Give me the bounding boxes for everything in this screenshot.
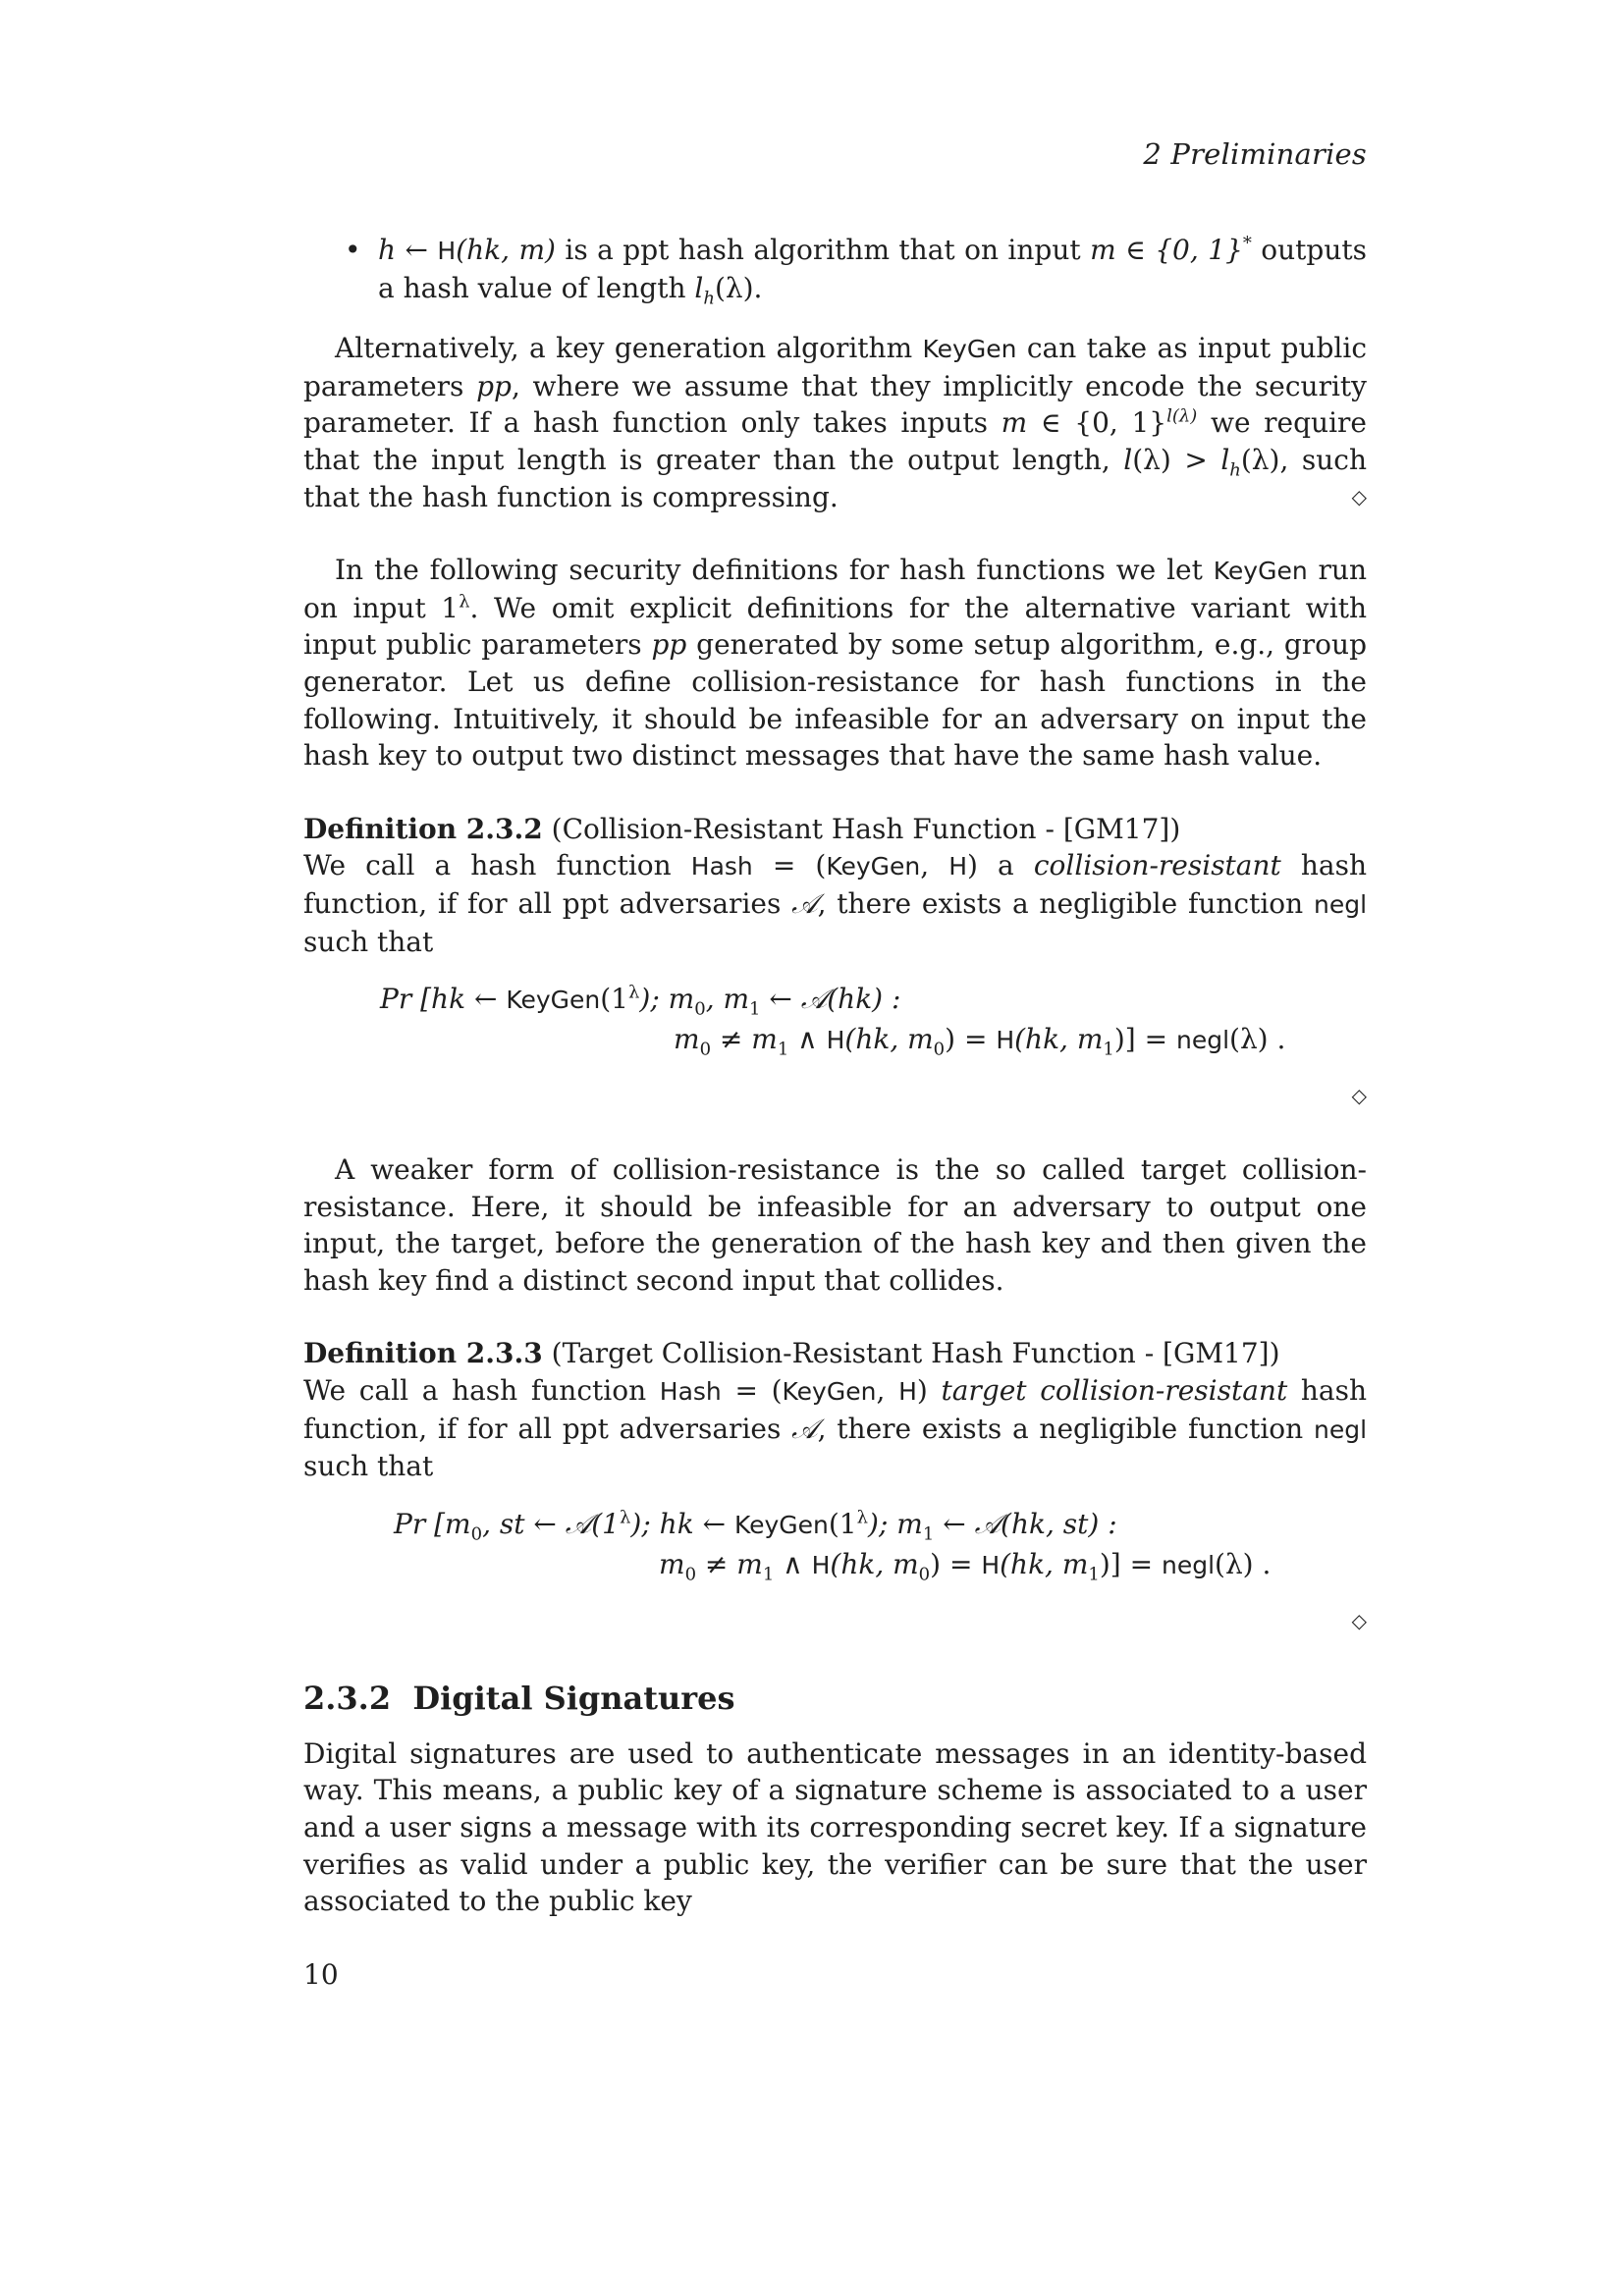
body-text: run on input 1 [303,554,1367,624]
body-text: , where we assume that they implicitly encode the security parameter. If a hash function only takes inputs [303,369,1367,440]
math-text: m [659,1547,685,1580]
body-text: , [920,849,949,882]
emphasis-text: target collision-resistant [941,1374,1288,1408]
subscript: 0 [684,1564,697,1585]
algo-name: KeyGen [922,335,1017,364]
math-text: ≠ m [696,1547,763,1580]
section-title: Digital Signatures [412,1679,735,1717]
algo-name: H [898,1377,917,1407]
body-text: (λ) > [1132,443,1221,476]
bullet-item-hash-algorithm [303,232,1368,309]
math-text: (hk, m [844,1023,934,1056]
page-number: 10 [303,1958,339,1991]
paragraph-target-collision: A weaker form of collision-resistance is the so called target collision-resistance. Here, it should be infeasible for an adversary to output one input, the target, before the generation of the hash key and then given the hash key find a distinct second input that collides. [303,1153,1367,1297]
end-of-definition-icon: ◇ [1351,1608,1367,1632]
definition-title: (Target Collision-Resistant Hash Function - [GM17]) [542,1337,1280,1370]
subscript: 0 [694,998,706,1020]
subscript: 0 [699,1039,712,1060]
math-text: ); m [868,1507,923,1540]
subscript: 0 [470,1523,483,1545]
paragraph-digital-signatures: Digital signatures are used to authenticate messages in an identity-based way. This means, a public key of a signature scheme is associated to a user and a user signs a message with its corresponding secret key. If a signature verifies as valid under a public key, the verifier can be sure that the user associated to the public key [303,1736,1367,1918]
math-text: Pr [hk ← [380,983,507,1016]
definition-2-3-3-heading [303,1335,1367,1372]
body-text: (λ). [714,271,763,304]
subscript: 1 [777,1039,789,1060]
end-of-definition-icon: ◇ [1351,484,1367,508]
subscript: h [1229,459,1241,481]
body-text: (λ), such that the hash function is compressing. [303,443,1368,513]
equation-line-1 [303,1505,1367,1545]
algo-name: H [996,1026,1015,1055]
math-text: (hk, m [1000,1547,1089,1580]
equation-collision-resistance [303,980,1367,1060]
math-text: m [674,1023,700,1056]
page-body [303,232,1367,1920]
body-text: hash function, if for all ppt adversaries [303,849,1368,920]
math-text: ∧ [774,1547,812,1580]
equation-line-2 [303,1545,1367,1585]
definition-2-3-2-text [303,847,1367,960]
adversary-symbol: 𝒜 [791,1412,818,1445]
math-text: , st ← 𝒜(1 [482,1507,620,1540]
end-of-definition-icon: ◇ [1351,1084,1367,1108]
math-text: ≠ m [711,1023,778,1056]
body-text: . We omit explicit definitions for the alternative variant with input public parameters [303,591,1367,662]
math-text: (1 [828,1507,857,1540]
superscript: * [1242,233,1252,254]
algo-name: negl [1313,889,1368,919]
math-text: )] = [1099,1547,1162,1580]
running-head: 2 Preliminaries [1143,137,1367,171]
math-text: m ∈ {0, 1} [1090,234,1243,266]
superscript: l(λ) [1166,406,1198,428]
paragraph-security-definitions [303,552,1367,774]
math-text: (λ) . [1215,1547,1272,1580]
algo-name: Hash [659,1377,722,1407]
body-text: In the following security definitions for hash functions we let [335,554,1214,587]
definition-2-3-3-text [303,1372,1367,1485]
subscript: 1 [749,998,761,1020]
algo-name: Hash [690,852,753,881]
emphasis-text: collision-resistant [1033,849,1281,882]
body-text: , [876,1374,899,1408]
math-text: (hk, m [830,1547,919,1580]
algo-name: negl [1161,1550,1216,1579]
math-text: m [1001,406,1028,440]
definition-2-3-2-heading [303,811,1367,848]
subscript: h [703,288,715,309]
body-text: We call a hash function [303,1374,660,1408]
algo-name: KeyGen [782,1377,877,1407]
math-text: l [694,271,704,304]
math-text: pp [651,628,687,662]
algo-name: KeyGen [826,852,921,881]
algo-name: H [981,1550,1001,1579]
math-text: ← 𝒜(hk) : [760,983,901,1016]
body-text: hash function, if for all ppt adversaries [303,1374,1368,1445]
algo-name: KeyGen [1213,557,1308,586]
algo-name: H [811,1550,831,1579]
math-text: (1 [600,983,628,1016]
body-text: outputs a hash value of length [378,234,1368,304]
paragraph-alternative-keygen [303,330,1367,515]
math-text: )] = [1113,1023,1176,1056]
body-text: we require that the input length is greater than the output length, [303,406,1367,476]
body-text: = ( [721,1374,783,1408]
math-text: (hk, m [1014,1023,1104,1056]
section-heading [303,1679,1367,1718]
math-text: ); hk ← [630,1507,734,1540]
math-text: Pr [m [394,1507,471,1540]
body-text: ∈ {0, 1} [1027,406,1167,440]
body-text: We call a hash function [303,849,691,882]
superscript: λ [459,591,470,613]
algo-name: KeyGen [733,1510,829,1539]
math-text: ∧ [788,1023,827,1056]
body-text: such that [303,1450,434,1483]
math-text: ) = [930,1547,982,1580]
superscript: λ [619,1507,631,1528]
algo-name: H [826,1026,845,1055]
superscript: λ [856,1507,869,1528]
algo-name: KeyGen [506,986,601,1015]
math-text: (hk, m) [456,234,556,266]
equation-target-collision-resistance [303,1505,1367,1585]
math-text: , m [705,983,750,1016]
definition-title: (Collision-Resistant Hash Function - [GM17]) [542,812,1181,845]
definition-label: Definition 2.3.3 [303,1337,543,1370]
adversary-symbol: 𝒜 [791,886,818,920]
math-text: ); m [639,983,695,1016]
math-text: l [1123,443,1133,476]
body-text: , there exists a negligible function [817,1412,1314,1445]
subscript: 0 [933,1039,946,1060]
body-text: generated by some setup algorithm, e.g., group generator. Let us define collision-resistance for hash functions in the following. Intuitively, it should be infeasible for an adversary on input the hash key to output two distinct messages that have the same hash value. [303,628,1368,773]
body-text: , there exists a negligible function [817,886,1314,920]
equation-line-1 [303,980,1367,1020]
math-text: pp [476,369,512,402]
body-text: Alternatively, a key generation algorithm [335,332,923,365]
algo-name: negl [1175,1026,1230,1055]
body-text: is a ppt hash algorithm that on input [555,234,1091,266]
math-text: l [1220,443,1230,476]
section-number: 2.3.2 [303,1679,392,1717]
body-text: such that [303,925,434,958]
math-text: ← 𝒜(hk, st) : [934,1507,1117,1540]
subscript: 0 [918,1564,931,1585]
equation-line-2 [303,1020,1367,1060]
body-text: = ( [752,849,827,882]
math-text: (λ) . [1229,1023,1286,1056]
subscript: 1 [1103,1039,1114,1060]
algo-name: negl [1313,1415,1368,1444]
body-text: ) [916,1374,942,1408]
superscript: λ [628,982,640,1003]
definition-label: Definition 2.3.2 [303,812,543,845]
subscript: 1 [1088,1564,1100,1585]
body-text: can take as input public parameters [303,332,1367,402]
bullet-marker: • [345,234,361,266]
subscript: 1 [922,1523,935,1545]
algo-name: H [437,237,457,265]
algo-name: H [948,852,968,881]
body-text: ) a [967,849,1034,882]
math-text: ) = [945,1023,997,1056]
math-text: h ← [378,234,438,266]
subscript: 1 [762,1564,775,1585]
